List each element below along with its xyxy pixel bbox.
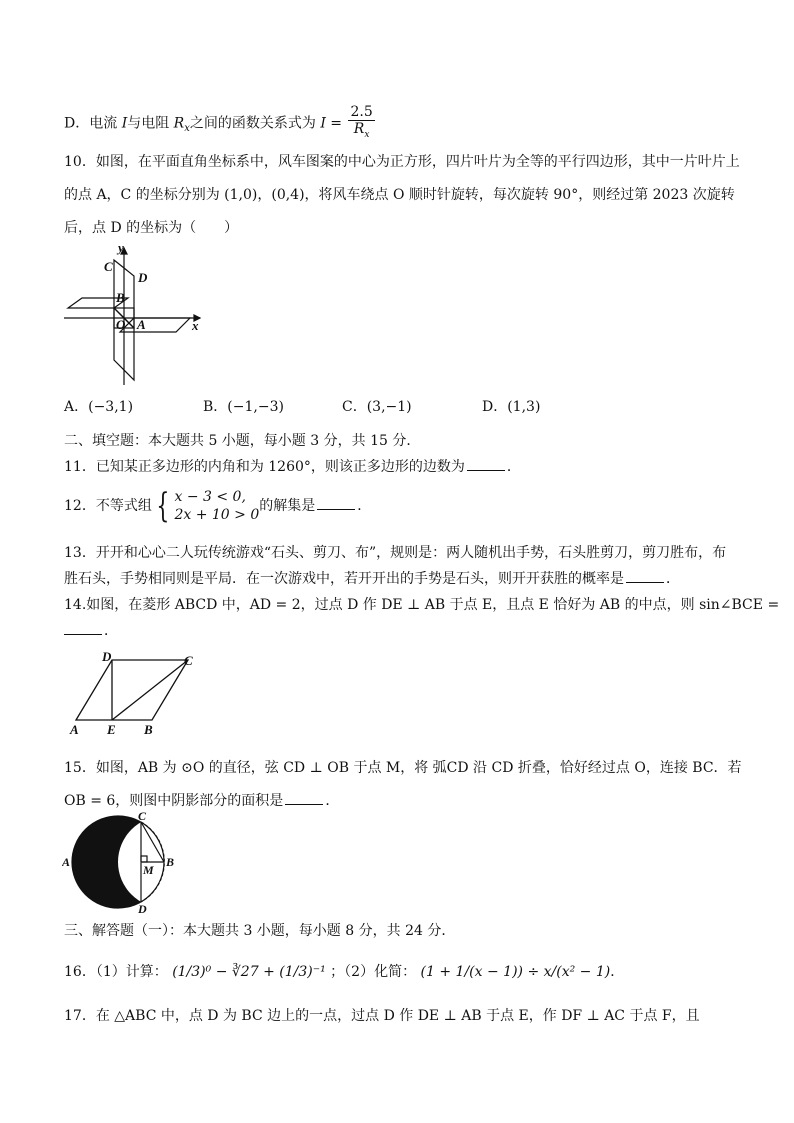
q11 <box>64 456 521 477</box>
label-M: M <box>143 863 154 877</box>
label-O: O <box>116 317 126 332</box>
q10-option-c[interactable]: C．(3,−1) <box>342 399 412 415</box>
q16-part1: 16．（1）计算： <box>64 964 168 980</box>
q9-d-den-r: R <box>353 121 365 137</box>
q9-d-prefix: D．电流 <box>64 115 118 132</box>
q11-answer-blank[interactable] <box>467 456 505 471</box>
q9-d-den-sub: x <box>364 129 370 140</box>
q9-d-fraction <box>348 104 374 143</box>
q17-line1: 17．在 △ABC 中，点 D 为 BC 边上的一点，过点 D 作 DE ⊥ AB 于点 E，作 DF ⊥ AC 于点 F，且 <box>64 1008 700 1024</box>
label-A: A <box>137 317 146 332</box>
label-x: x <box>192 318 199 333</box>
q9-d-den <box>352 121 372 143</box>
label-B: B <box>144 722 153 737</box>
label-B: B <box>116 290 125 305</box>
q10-windmill-figure <box>62 240 212 386</box>
q13-answer-blank[interactable] <box>626 568 664 583</box>
q9-d-sub: x <box>184 123 190 135</box>
label-C: C <box>138 810 147 823</box>
q14-end: ． <box>104 623 118 639</box>
q15-answer-blank[interactable] <box>285 790 323 805</box>
q15-line2 <box>64 790 339 811</box>
q16 <box>64 958 624 986</box>
q9-d-eq: I = <box>320 115 343 132</box>
q9-d-var-i: I <box>121 115 128 132</box>
q13-line1: 13．开开和心心二人玩传统游戏“石头、剪刀、布”，规则是：两人随机出手势，石头胜剪刀，剪刀胜布，布 <box>64 545 727 561</box>
q13-end: ． <box>666 571 680 587</box>
q12-answer-blank[interactable] <box>317 495 355 510</box>
q15-end: ． <box>325 793 340 809</box>
q15-line2-text: OB = 6，则图中阴影部分的面积是 <box>64 793 284 809</box>
q11-text: 11．已知某正多边形的内角和为 1260°，则该正多边形的边数为 <box>64 459 465 475</box>
q10-line3: 后，点 D 的坐标为（ ） <box>64 220 239 236</box>
q12-brace-icon: { <box>156 486 170 526</box>
q9-option-d <box>64 104 377 143</box>
label-D: D <box>138 902 147 914</box>
q16-expr1: (1/3)⁰ − ∛27 + (1/3)⁻¹ <box>172 964 326 980</box>
q14-answer-blank[interactable] <box>64 620 102 635</box>
q15-line1: 15．如图，AB 为 ⊙O 的直径，弦 CD ⊥ OB 于点 M，将 弧CD 沿 CD 折叠，恰好经过点 O，连接 BC．若 <box>64 760 742 776</box>
label-A: A <box>62 855 71 869</box>
label-D: D <box>102 649 112 664</box>
q11-end: ． <box>506 459 521 475</box>
q14-line1: 14.如图，在菱形 ABCD 中，AD = 2，过点 D 作 DE ⊥ AB 于点 E，且点 E 恰好为 AB 的中点，则 sin∠BCE = <box>64 597 780 613</box>
rhombus-abcd <box>76 660 188 720</box>
q16-end: ． <box>610 964 625 980</box>
label-C: C <box>104 259 113 274</box>
q10-option-a[interactable]: A．(−3,1) <box>64 399 134 415</box>
q12-row1: x − 3 < 0, <box>174 489 246 505</box>
q10-option-d[interactable]: D．(1,3) <box>482 399 541 415</box>
q16-expr2: (1 + 1/(x − 1)) ÷ x/(x² − 1) <box>420 964 611 980</box>
q10-option-b[interactable]: B．(−1,−3) <box>203 399 284 415</box>
q9-d-var-r: R <box>173 115 185 132</box>
section2-heading: 二、填空题：本大题共 5 小题，每小题 3 分，共 15 分． <box>64 433 421 449</box>
label-E: E <box>107 722 116 737</box>
q12-end: ． <box>357 498 372 514</box>
label-A: A <box>70 722 79 737</box>
section3-heading: 三、解答题（一）：本大题共 3 小题，每小题 8 分，共 24 分． <box>64 923 456 939</box>
segment-ec <box>112 660 188 720</box>
q12-prefix: 12．不等式组 <box>64 498 152 514</box>
label-D: D <box>138 270 148 285</box>
q9-d-num: 2.5 <box>350 104 373 120</box>
q10-line2: 的点 A，C 的坐标分别为 (1,0)，(0,4)，将风车绕点 O 顺时针旋转，每次旋转 90°，则经过第 2023 次旋转 <box>64 187 735 203</box>
q12-row2: 2x + 10 > 0 <box>174 507 260 523</box>
q12-suffix: 的解集是 <box>259 498 316 514</box>
label-y: y <box>118 240 124 255</box>
q12-system <box>152 488 259 524</box>
q13-line2-text: 胜石头，手势相同则是平局．在一次游戏中，若开开出的手势是石头，则开开获胜的概率是 <box>64 571 624 587</box>
label-C: C <box>184 653 193 668</box>
q13-line2 <box>64 568 680 589</box>
q14-line2 <box>64 620 118 641</box>
label-B: B <box>166 855 175 869</box>
q12 <box>64 486 371 526</box>
q9-d-mid: 与电阻 <box>127 115 170 132</box>
q9-d-suffix: 之间的函数关系式为 <box>189 115 316 132</box>
q16-sep: ；（2）化简： <box>330 964 417 980</box>
q14-rhombus-figure <box>66 648 202 738</box>
q10-line1: 10．如图，在平面直角坐标系中，风车图案的中心为正方形，四片叶片为全等的平行四边形，其中一片叶片上 <box>64 154 740 170</box>
q15-circle-figure <box>62 810 180 914</box>
